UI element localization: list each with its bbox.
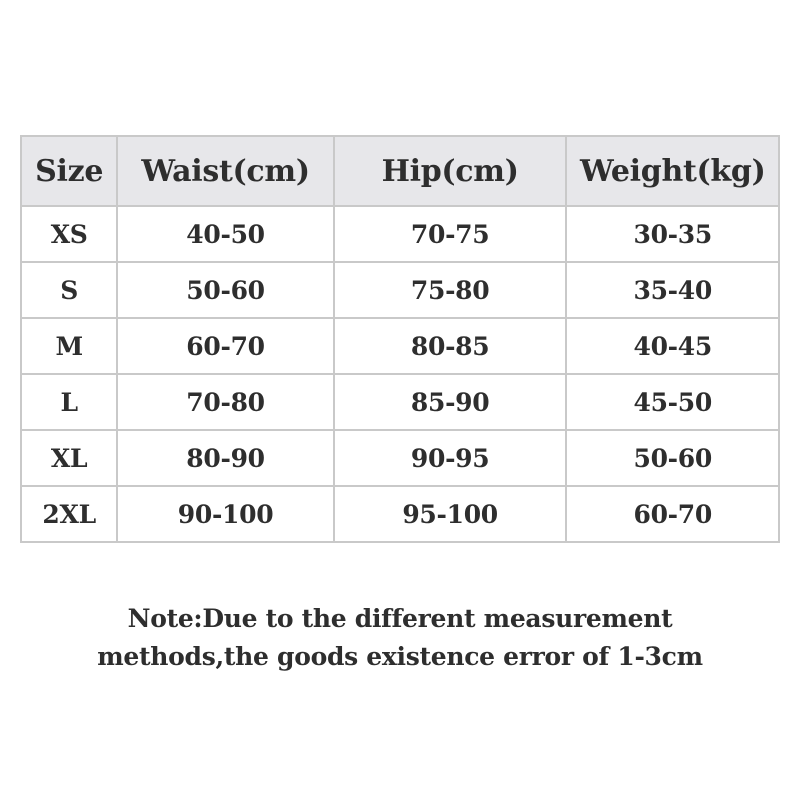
header-waist: Waist(cm) xyxy=(117,136,334,206)
header-hip: Hip(cm) xyxy=(334,136,567,206)
cell-hip: 90-95 xyxy=(334,430,567,486)
cell-hip: 80-85 xyxy=(334,318,567,374)
header-size: Size xyxy=(21,136,117,206)
cell-waist: 40-50 xyxy=(117,206,334,262)
table-row xyxy=(21,318,779,374)
cell-waist: 80-90 xyxy=(117,430,334,486)
cell-size: L xyxy=(21,374,117,430)
table-row xyxy=(21,486,779,542)
cell-waist: 90-100 xyxy=(117,486,334,542)
cell-waist: 60-70 xyxy=(117,318,334,374)
table-row xyxy=(21,262,779,318)
cell-size: M xyxy=(21,318,117,374)
cell-weight: 35-40 xyxy=(566,262,779,318)
cell-waist: 70-80 xyxy=(117,374,334,430)
cell-weight: 50-60 xyxy=(566,430,779,486)
size-chart-table xyxy=(20,135,780,543)
cell-weight: 45-50 xyxy=(566,374,779,430)
cell-weight: 30-35 xyxy=(566,206,779,262)
cell-weight: 40-45 xyxy=(566,318,779,374)
cell-size: 2XL xyxy=(21,486,117,542)
table-row xyxy=(21,374,779,430)
header-weight: Weight(kg) xyxy=(566,136,779,206)
cell-weight: 60-70 xyxy=(566,486,779,542)
table-header-row xyxy=(21,136,779,206)
table-row xyxy=(21,430,779,486)
table-row xyxy=(21,206,779,262)
cell-hip: 70-75 xyxy=(334,206,567,262)
cell-size: XL xyxy=(21,430,117,486)
cell-waist: 50-60 xyxy=(117,262,334,318)
cell-hip: 95-100 xyxy=(334,486,567,542)
cell-size: S xyxy=(21,262,117,318)
cell-size: XS xyxy=(21,206,117,262)
cell-hip: 75-80 xyxy=(334,262,567,318)
measurement-note xyxy=(0,600,800,676)
note-line-1: Note:Due to the different measurement xyxy=(127,604,673,633)
note-line-2: methods,the goods existence error of 1-3cm xyxy=(97,642,703,671)
cell-hip: 85-90 xyxy=(334,374,567,430)
